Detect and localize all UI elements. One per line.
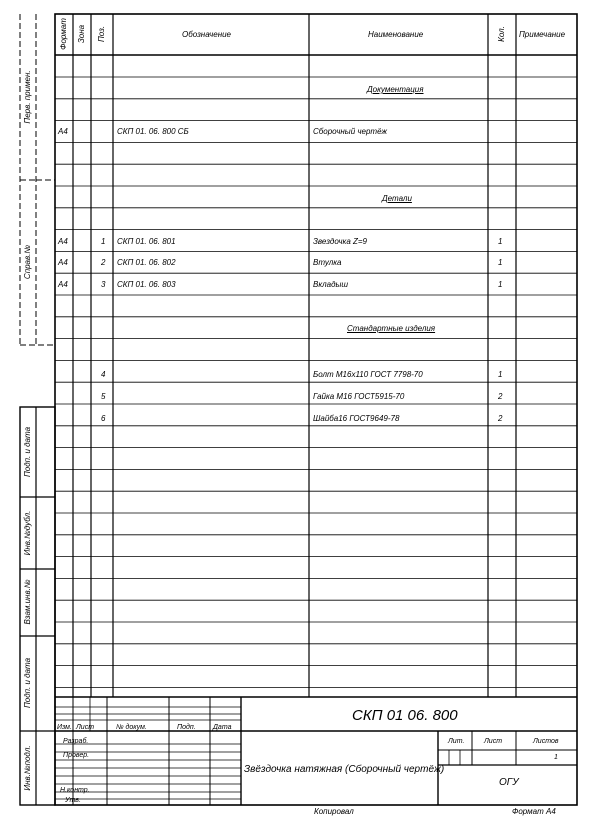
row-qty: 1 <box>498 258 503 267</box>
side-vzam-inv: Взам.инв.№ <box>23 579 32 625</box>
section-standard: Стандартные изделия <box>347 324 436 333</box>
stamp-razrab: Разраб. <box>63 738 89 745</box>
side-podp-data-1: Подп. и дата <box>23 426 32 478</box>
row-designation: СКП 01. 06. 800 СБ <box>117 127 189 136</box>
row-name: Сборочный чертёж <box>313 127 388 136</box>
section-details: Детали <box>382 194 412 203</box>
row-pos: 3 <box>101 280 106 289</box>
side-inv-dubl: Инв.№дубл. <box>23 510 32 556</box>
row-designation: СКП 01. 06. 802 <box>117 258 176 267</box>
header-pos: Поз. <box>97 25 106 43</box>
row-designation: СКП 01. 06. 803 <box>117 280 176 289</box>
row-designation: СКП 01. 06. 801 <box>117 237 176 246</box>
row-format: А4 <box>58 280 68 289</box>
row-name: Вкладыш <box>313 280 349 289</box>
footer-copied: Копировал <box>314 807 354 816</box>
header-zone: Зона <box>77 24 86 44</box>
stamp-podp: Подп. <box>177 724 196 731</box>
row-name: Звездочка Z=9 <box>313 237 368 246</box>
header-qty: Кол. <box>497 26 506 42</box>
row-pos: 2 <box>101 258 106 267</box>
stamp-ndokum: № докум. <box>116 724 147 731</box>
stamp-title: Звёздочка натяжная (Сборочный чертёж) <box>244 764 445 775</box>
stamp-code: СКП 01 06. 800 <box>352 707 458 724</box>
stamp-listov-value: 1 <box>554 754 558 761</box>
stamp-data: Дата <box>213 724 232 731</box>
side-perv-primen: Перв. примен. <box>23 70 32 124</box>
footer-format: Формат А4 <box>512 807 556 816</box>
row-format: А4 <box>58 258 68 267</box>
side-sprav: Справ.№ <box>23 244 32 280</box>
stamp-nkontr: Н.контр. <box>60 787 90 794</box>
row-name: Шайба16 ГОСТ9649-78 <box>313 414 400 423</box>
row-qty: 1 <box>498 370 503 379</box>
row-qty: 1 <box>498 280 503 289</box>
side-inv-podl: Инв.№подл. <box>23 745 32 791</box>
stamp-org: ОГУ <box>499 777 519 788</box>
header-format: Формат <box>59 18 68 50</box>
header-name: Наименование <box>368 30 424 39</box>
row-qty: 1 <box>498 237 503 246</box>
header-note: Примечание <box>519 30 566 39</box>
row-format: А4 <box>58 237 68 246</box>
row-pos: 5 <box>101 392 106 401</box>
row-pos: 1 <box>101 237 106 246</box>
row-qty: 2 <box>498 392 503 401</box>
stamp-izm: Изм. <box>57 724 72 731</box>
stamp-listov: Листов <box>533 738 559 745</box>
stamp-utv: Утв. <box>65 797 81 804</box>
row-pos: 6 <box>101 414 106 423</box>
stamp-lit: Лит. <box>448 738 465 745</box>
row-pos: 4 <box>101 370 106 379</box>
side-podp-data-2: Подп. и дата <box>23 657 32 709</box>
stamp-list2: Лист <box>484 738 503 745</box>
row-name: Втулка <box>313 258 342 267</box>
row-format: А4 <box>58 127 68 136</box>
row-name: Болт М16х110 ГОСТ 7798-70 <box>313 370 423 379</box>
section-documentation: Документация <box>367 85 424 94</box>
header-designation: Обозначение <box>182 30 232 39</box>
row-name: Гайка М16 ГОСТ5915-70 <box>313 392 405 401</box>
row-qty: 2 <box>498 414 503 423</box>
stamp-prover: Провер. <box>63 752 90 759</box>
stamp-list: Лист <box>76 724 95 731</box>
